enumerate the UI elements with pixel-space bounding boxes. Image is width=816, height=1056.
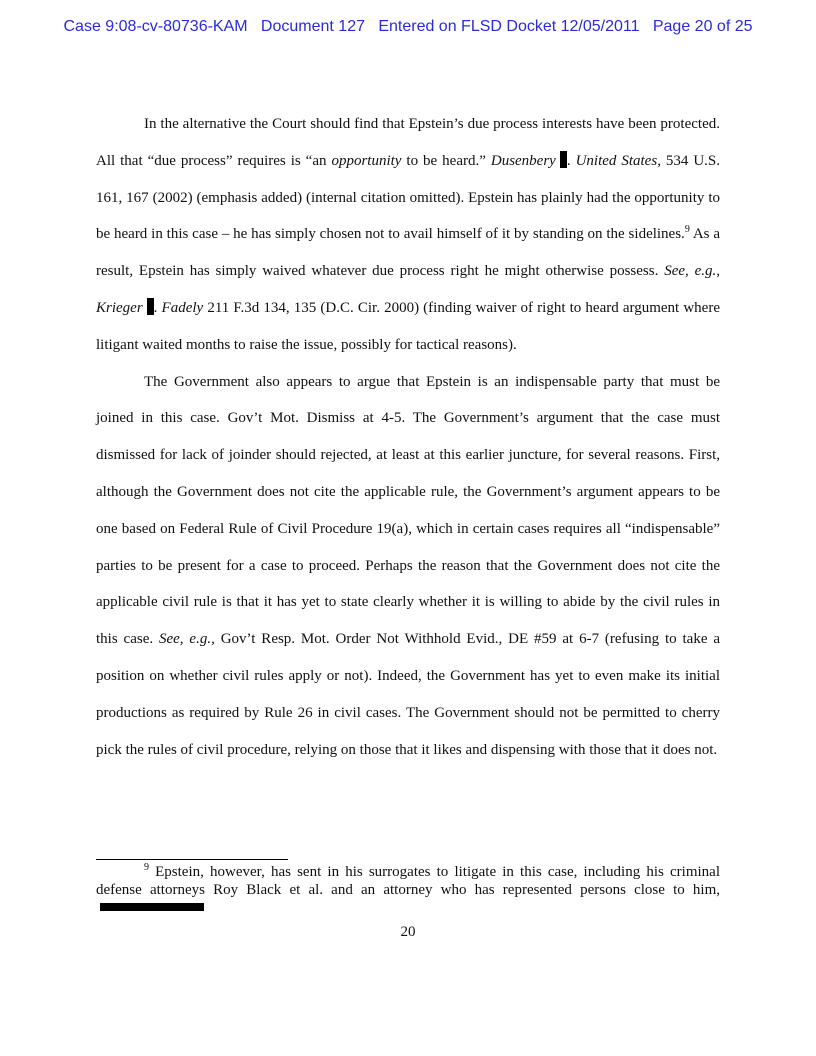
redaction-bar (147, 298, 154, 315)
footnote-text: Epstein, however, has sent in his surrogates to litigate in this case, including his criminal defense attorneys Roy Black et al. and an attorney who has represented persons close to him, (96, 864, 720, 898)
footnote-number: 9 (144, 862, 149, 873)
redaction-bar (560, 151, 567, 168)
page-number: 20 (400, 924, 416, 940)
footnote (96, 864, 720, 917)
redaction-bar (100, 903, 204, 911)
case-header: Case 9:08-cv-80736-KAM Document 127 Entered on FLSD Docket 12/05/2011 Page 20 of 25 (63, 18, 753, 35)
paragraph-indispensable-party: The Government also appears to argue that Epstein is an indispensable party that must be joined in this case. Gov’t Mot. Dismiss at 4-5. The Government’s argument that the case must dismissed for lack of joinder should rejected, at least at this earlier juncture, for several reasons. First, although the Government does not cite the applicable rule, the Government’s argument appears to be one based on Federal Rule of Civil Procedure 19(a), which in certain cases requires all “indispensable” parties to be present for a case to proceed. Perhaps the reason that the Government does not cite the applicable civil rule is that it has yet to state clearly whether it is willing to abide by the civil rules in this case. See, e.g., Gov’t Resp. Mot. Order Not Withhold Evid., DE #59 at 6-7 (refusing to take a position on whether civil rules apply or not). Indeed, the Government has yet to even make its initial productions as required by Rule 26 in civil cases. The Government should not be permitted to cherry pick the rules of civil procedure, relying on those that it likes and dispensing with those that it does not. (96, 373, 721, 758)
footnote-reference: 9 (684, 224, 690, 236)
footnote-divider (96, 859, 288, 860)
paragraph-due-process: In the alternative the Court should find that Epstein’s due process interests have been protected. All that “due process” requires is “an opportunity to be heard.” Dusenbery . United States, 534 U.S. 161, 167 (2002) (emphasis added) (internal citation omitted). Epstein has plainly had the opportunity to be heard in this case – he has simply chosen not to avail himself of it by standing on the sidelines.$^9$ As a result, Epstein has simply waived whatever due process right he might otherwise possess. See, e.g., Krieger . Fadely 211 F.3d 134, 135 (D.C. Cir. 2000) (finding waiver of right to heard argument where litigant waited months to raise the issue, possibly for tactical reasons). (96, 116, 721, 353)
body-text (96, 106, 720, 768)
